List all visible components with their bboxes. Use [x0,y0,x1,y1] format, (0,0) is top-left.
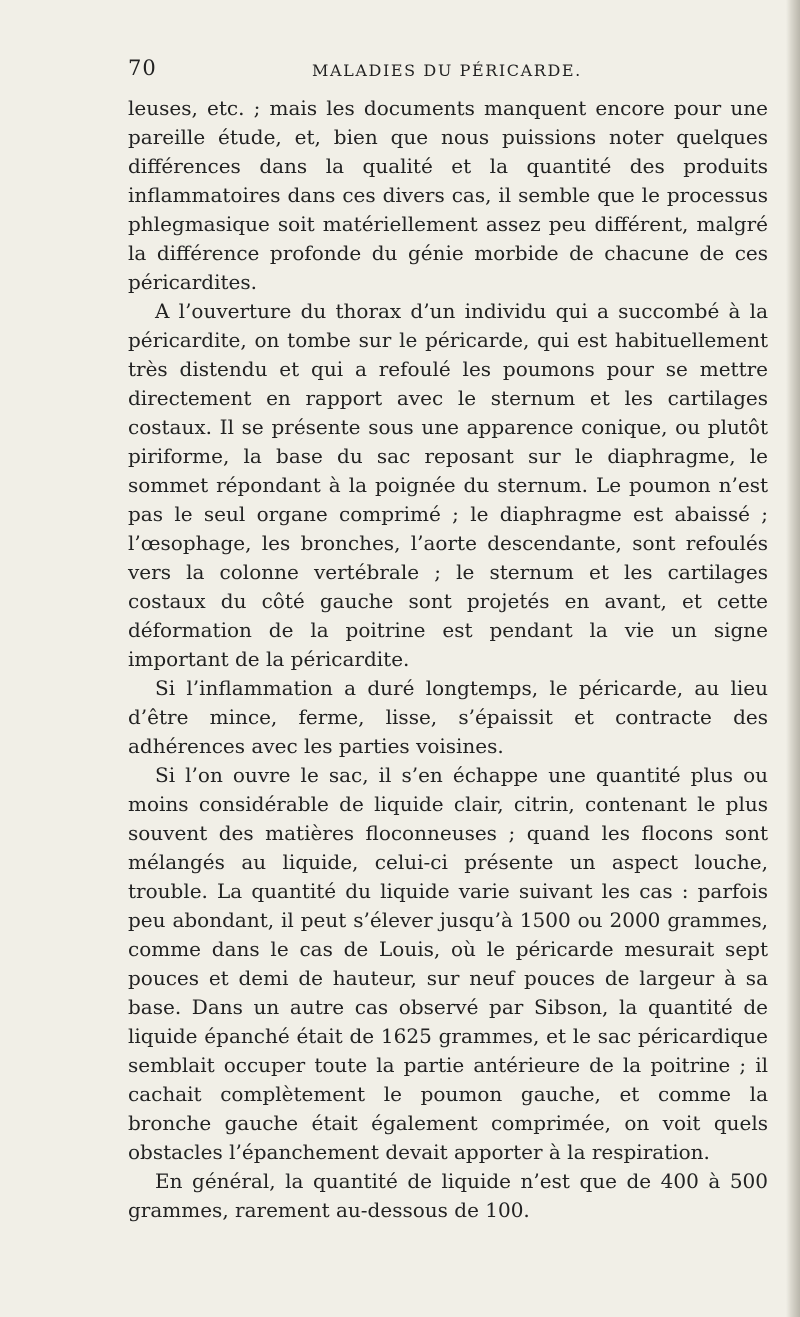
paragraph-thorax-opening: A l’ouverture du thorax d’un individu qui a succombé à la péricardite, on tombe sur le péricarde, qui est habituellement très distendu et qui a refoulé les poumons pour se mettre directement en rapport avec le sternum et les cartilages costaux. Il se présente sous une apparence conique, ou plutôt piriforme, la base du sac reposant sur le diaphragme, le sommet répondant à la poignée du sternum. Le poumon n’est pas le seul organe comprimé ; le diaphragme est abaissé ; l’œsophage, les bronches, l’aorte descendante, sont refoulés vers la colonne vertébrale ; le sternum et les cartilages costaux du côté gauche sont projetés en avant, et cette déformation de la poitrine est pendant la vie un signe important de la péricardite. [128,299,768,671]
page-header [128,56,768,84]
paragraph-continued: leuses, etc. ; mais les documents manquent encore pour une pareille étude, et, bien que nous puissions noter quelques différences dans la qualité et la quantité des produits inflammatoires dans ces divers cas, il semble que le processus phlegmasique soit matériellement assez peu différent, malgré la différence profonde du génie morbide de chacune de ces péricardites. [128,96,768,294]
page-number: 70 [128,56,157,80]
running-title: MALADIES DU PÉRICARDE. [312,61,582,80]
paragraph-sac-liquid: Si l’on ouvre le sac, il s’en échappe une quantité plus ou moins considérable de liquide clair, citrin, contenant le plus souvent des matières floconneuses ; quand les flocons sont mélangés au liquide, celui-ci présente un aspect louche, trouble. La quantité du liquide varie suivant les cas : parfois peu abondant, il peut s’élever jusqu’à 1500 ou 2000 grammes, comme dans le cas de Louis, où le péricarde mesurait sept pouces et demi de hauteur, sur neuf pouces de largeur à sa base. Dans un autre cas observé par Sibson, la quantité de liquide épanché était de 1625 grammes, et le sac péricardique semblait occuper toute la partie antérieure de la poitrine ; il cachait complètement le poumon gauche, et comme la bronche gauche était également comprimée, on voit quels obstacles l’épanchement devait apporter à la respiration. [128,763,768,1164]
paragraph-inflammation-duration: Si l’inflammation a duré longtemps, le péricarde, au lieu d’être mince, ferme, lisse, s’épaissit et contracte des adhérences avec les parties voisines. [128,676,768,758]
page-edge [786,0,800,1317]
paragraph-general-quantity: En général, la quantité de liquide n’est que de 400 à 500 grammes, rarement au-dessous de 100. [128,1169,768,1222]
body-text [128,94,768,1225]
